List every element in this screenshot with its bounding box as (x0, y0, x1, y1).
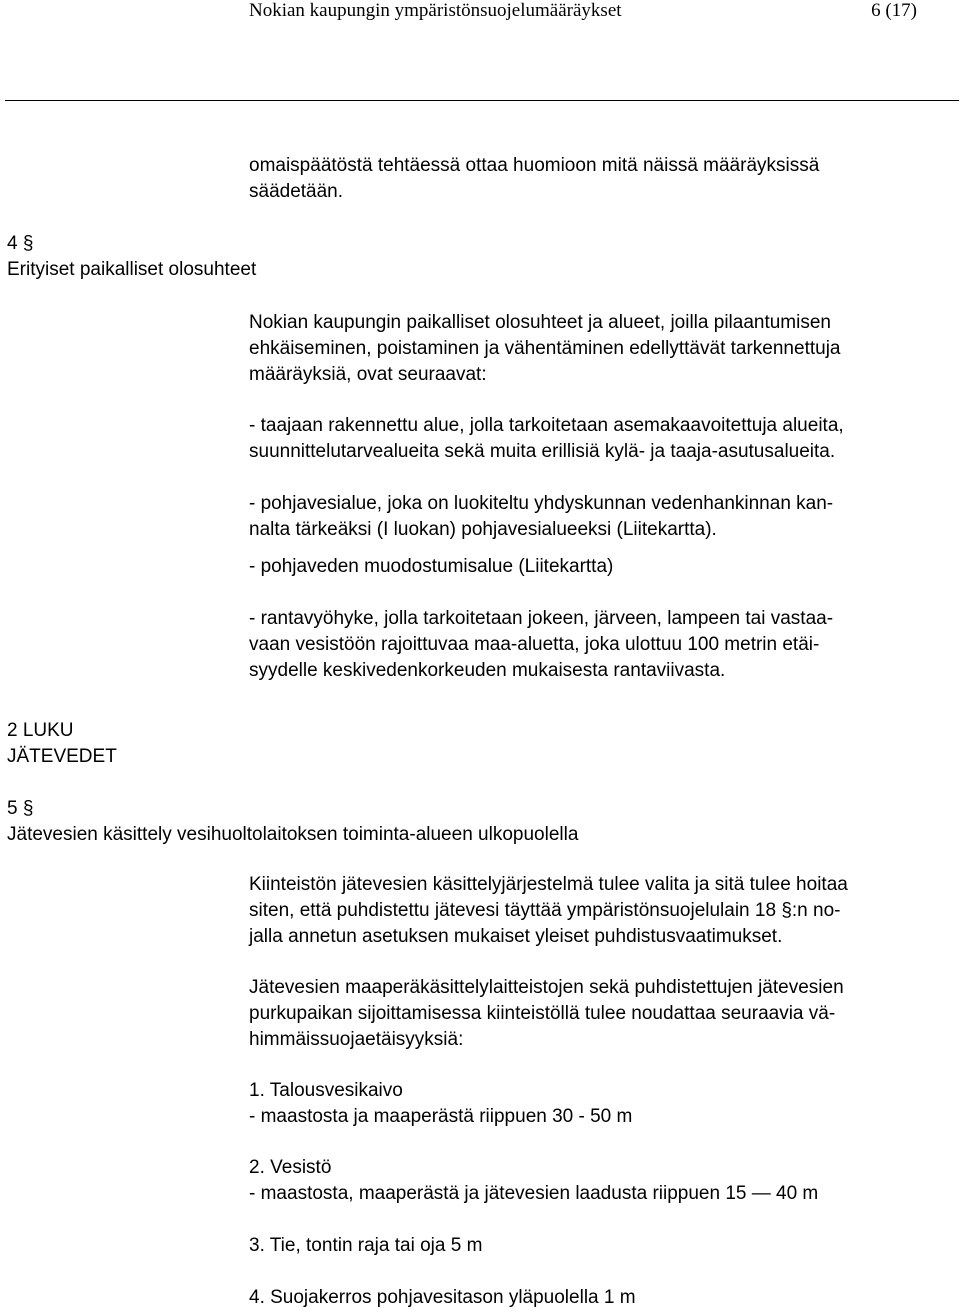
distance-item-detail: - maastosta, maaperästä ja jätevesien laadusta riippuen 15 — 40 m (249, 1183, 819, 1204)
list-item (249, 413, 959, 465)
paragraph-line: määräyksiä, ovat seuraavat: (249, 364, 487, 385)
paragraph-line: purkupaikan sijoittamisessa kiinteistöllä tulee noudattaa seuraavia vä- (249, 1003, 836, 1024)
list-item-line: suunnittelutarvealueita sekä muita erillisiä kylä- ja taaja-asutusalueita. (249, 441, 836, 462)
intro-line: omaispäätöstä tehtäessä ottaa huomioon mitä näissä määräyksissä (249, 155, 820, 176)
distance-item-title: 4. Suojakerros pohjavesitason yläpuolella 1 m (249, 1287, 636, 1308)
distance-item-title: 1. Talousvesikaivo (249, 1080, 403, 1101)
distance-item (249, 1155, 959, 1207)
paragraph-line: himmäissuojaetäisyyksiä: (249, 1029, 464, 1050)
distance-item-title: 2. Vesistö (249, 1157, 332, 1178)
intro-line: säädetään. (249, 181, 344, 202)
document-title: Nokian kaupungin ympäristönsuojelumääräykset (249, 0, 622, 21)
section-title: Jätevesien käsittely vesihuoltolaitoksen toiminta-alueen ulkopuolella (7, 824, 579, 845)
list-item (249, 606, 959, 684)
list-item-line: syydelle keskivedenkorkeuden mukaisesta rantaviivasta. (249, 660, 726, 681)
page-number: 6 (17) (871, 0, 917, 21)
section-5-paragraph (249, 872, 959, 950)
list-item-line: - pohjavesialue, joka on luokiteltu yhdyskunnan vedenhankinnan kan- (249, 493, 834, 514)
section-4-paragraph (249, 310, 959, 388)
section-number: 5 § (7, 798, 34, 819)
list-item-line: - rantavyöhyke, jolla tarkoitetaan jokeen, järveen, lampeen tai vastaa- (249, 608, 834, 629)
paragraph-line: siten, että puhdistettu jätevesi täyttää ympäristönsuojelulain 18 §:n no- (249, 900, 841, 921)
list-item-line: vaan vesistöön rajoittuvaa maa-aluetta, joka ulottuu 100 metrin etäi- (249, 634, 820, 655)
distance-item (249, 1078, 959, 1130)
list-item (249, 491, 959, 543)
distance-item-title: 3. Tie, tontin raja tai oja 5 m (249, 1235, 483, 1256)
header-divider (5, 100, 959, 101)
paragraph-line: Jätevesien maaperäkäsittelylaitteistojen sekä puhdistettujen jätevesien (249, 977, 844, 998)
paragraph-line: Kiinteistön jätevesien käsittelyjärjestelmä tulee valita ja sitä tulee hoitaa (249, 874, 848, 895)
chapter-label: 2 LUKU (7, 720, 74, 741)
list-item-line: - pohjaveden muodostumisalue (Liitekartta) (249, 556, 614, 577)
paragraph-line: Nokian kaupungin paikalliset olosuhteet ja alueet, joilla pilaantumisen (249, 312, 831, 333)
distance-item (249, 1285, 959, 1311)
chapter-title: JÄTEVEDET (7, 746, 117, 767)
paragraph-line: jalla annetun asetuksen mukaiset yleiset puhdistusvaatimukset. (249, 926, 783, 947)
list-item-line: - taajaan rakennettu alue, jolla tarkoitetaan asemakaavoitettuja alueita, (249, 415, 844, 436)
list-item-line: nalta tärkeäksi (I luokan) pohjavesialueeksi (Liitekartta). (249, 519, 717, 540)
section-5-heading (7, 796, 578, 848)
section-number: 4 § (7, 233, 34, 254)
distance-item (249, 1233, 959, 1259)
chapter-heading (7, 718, 117, 770)
list-item (249, 554, 959, 580)
intro-paragraph (249, 153, 959, 205)
paragraph-line: ehkäiseminen, poistaminen ja vähentäminen edellyttävät tarkennettuja (249, 338, 841, 359)
section-title: Erityiset paikalliset olosuhteet (7, 259, 257, 280)
section-4-heading (7, 231, 256, 283)
section-5-paragraph (249, 975, 959, 1053)
distance-item-detail: - maastosta ja maaperästä riippuen 30 - 50 m (249, 1106, 633, 1127)
